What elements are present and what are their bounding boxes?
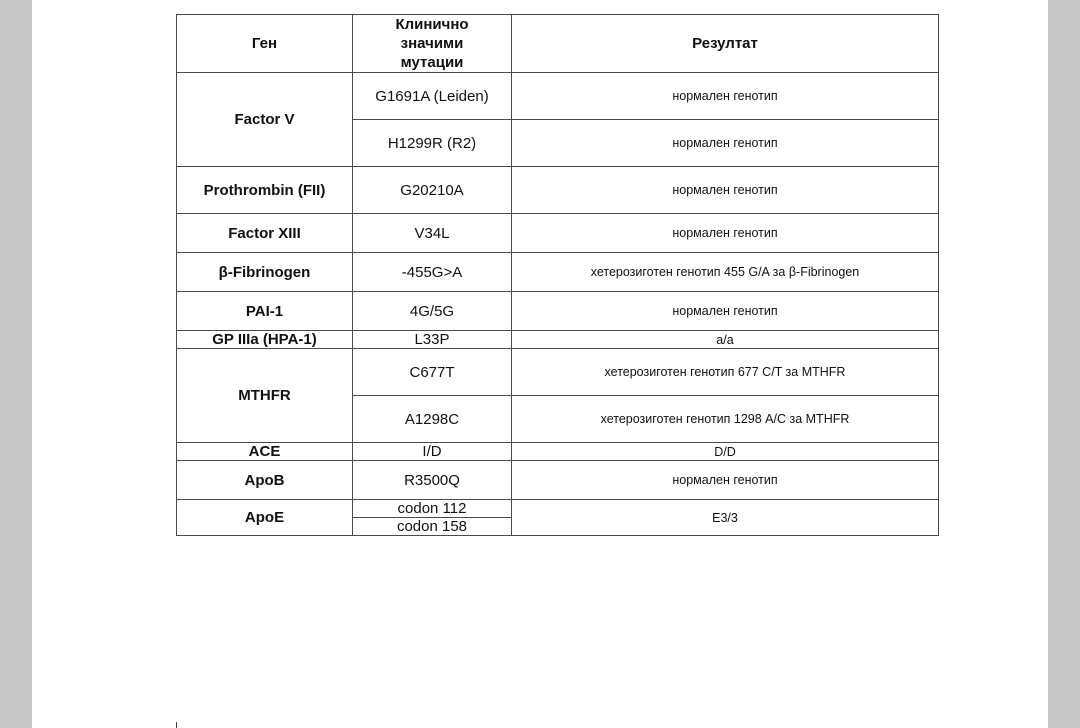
cell-gene: PAI-1: [177, 292, 353, 331]
table-row: [177, 331, 939, 349]
cell-result: E3/3: [512, 500, 939, 536]
cell-result: нормален генотип: [512, 120, 939, 167]
table-row: [177, 214, 939, 253]
cell-mutation: G20210A: [353, 167, 512, 214]
cell-result: D/D: [512, 443, 939, 461]
cell-gene: ApoB: [177, 461, 353, 500]
cell-mutation: G1691A (Leiden): [353, 73, 512, 120]
column-header-gene: Ген: [177, 15, 353, 73]
cell-mutation: -455G>A: [353, 253, 512, 292]
cell-gene: Factor V: [177, 73, 353, 167]
cell-mutation: 4G/5G: [353, 292, 512, 331]
table-row: [177, 443, 939, 461]
cell-gene: ACE: [177, 443, 353, 461]
cell-result: хетерозиготен генотип 677 C/T за MTHFR: [512, 349, 939, 396]
table-row: [177, 167, 939, 214]
cell-result: нормален генотип: [512, 73, 939, 120]
cell-result: хетерозиготен генотип 455 G/A за β-Fibrinogen: [512, 253, 939, 292]
table-body: [177, 73, 939, 536]
genetics-results-table: [176, 14, 939, 536]
table-row: [177, 292, 939, 331]
cell-result: нормален генотип: [512, 214, 939, 253]
cell-mutation: V34L: [353, 214, 512, 253]
column-header-mutations-line2: значими: [400, 35, 464, 52]
cell-mutation: codon 158: [353, 518, 512, 536]
cell-result: нормален генотип: [512, 167, 939, 214]
cell-result: нормален генотип: [512, 461, 939, 500]
table-row: [177, 461, 939, 500]
column-header-result: Резултат: [512, 15, 939, 73]
column-header-mutations-line1: Клинично: [395, 16, 469, 33]
cell-mutation: H1299R (R2): [353, 120, 512, 167]
table-row: [177, 253, 939, 292]
column-header-mutations: [353, 15, 512, 73]
cell-gene: MTHFR: [177, 349, 353, 443]
cell-gene: β-Fibrinogen: [177, 253, 353, 292]
cell-gene: GP IIIa (HPA-1): [177, 331, 353, 349]
table-row: [177, 349, 939, 396]
cell-mutation: A1298C: [353, 396, 512, 443]
document-page: [32, 0, 1048, 728]
cell-gene: Factor XIII: [177, 214, 353, 253]
table-row: [177, 73, 939, 120]
cell-mutation: I/D: [353, 443, 512, 461]
cell-mutation: C677T: [353, 349, 512, 396]
cell-result: хетерозиготен генотип 1298 A/C за MTHFR: [512, 396, 939, 443]
cell-result: нормален генотип: [512, 292, 939, 331]
cell-result: a/a: [512, 331, 939, 349]
cell-mutation: R3500Q: [353, 461, 512, 500]
document-body: [176, 14, 938, 536]
cell-gene: Prothrombin (FII): [177, 167, 353, 214]
table-edge-marker: [176, 722, 181, 728]
cell-mutation: L33P: [353, 331, 512, 349]
cell-mutation: codon 112: [353, 500, 512, 518]
column-header-mutations-line3: мутации: [400, 54, 464, 71]
table-header-row: [177, 15, 939, 73]
table-row: [177, 500, 939, 518]
cell-gene: ApoE: [177, 500, 353, 536]
